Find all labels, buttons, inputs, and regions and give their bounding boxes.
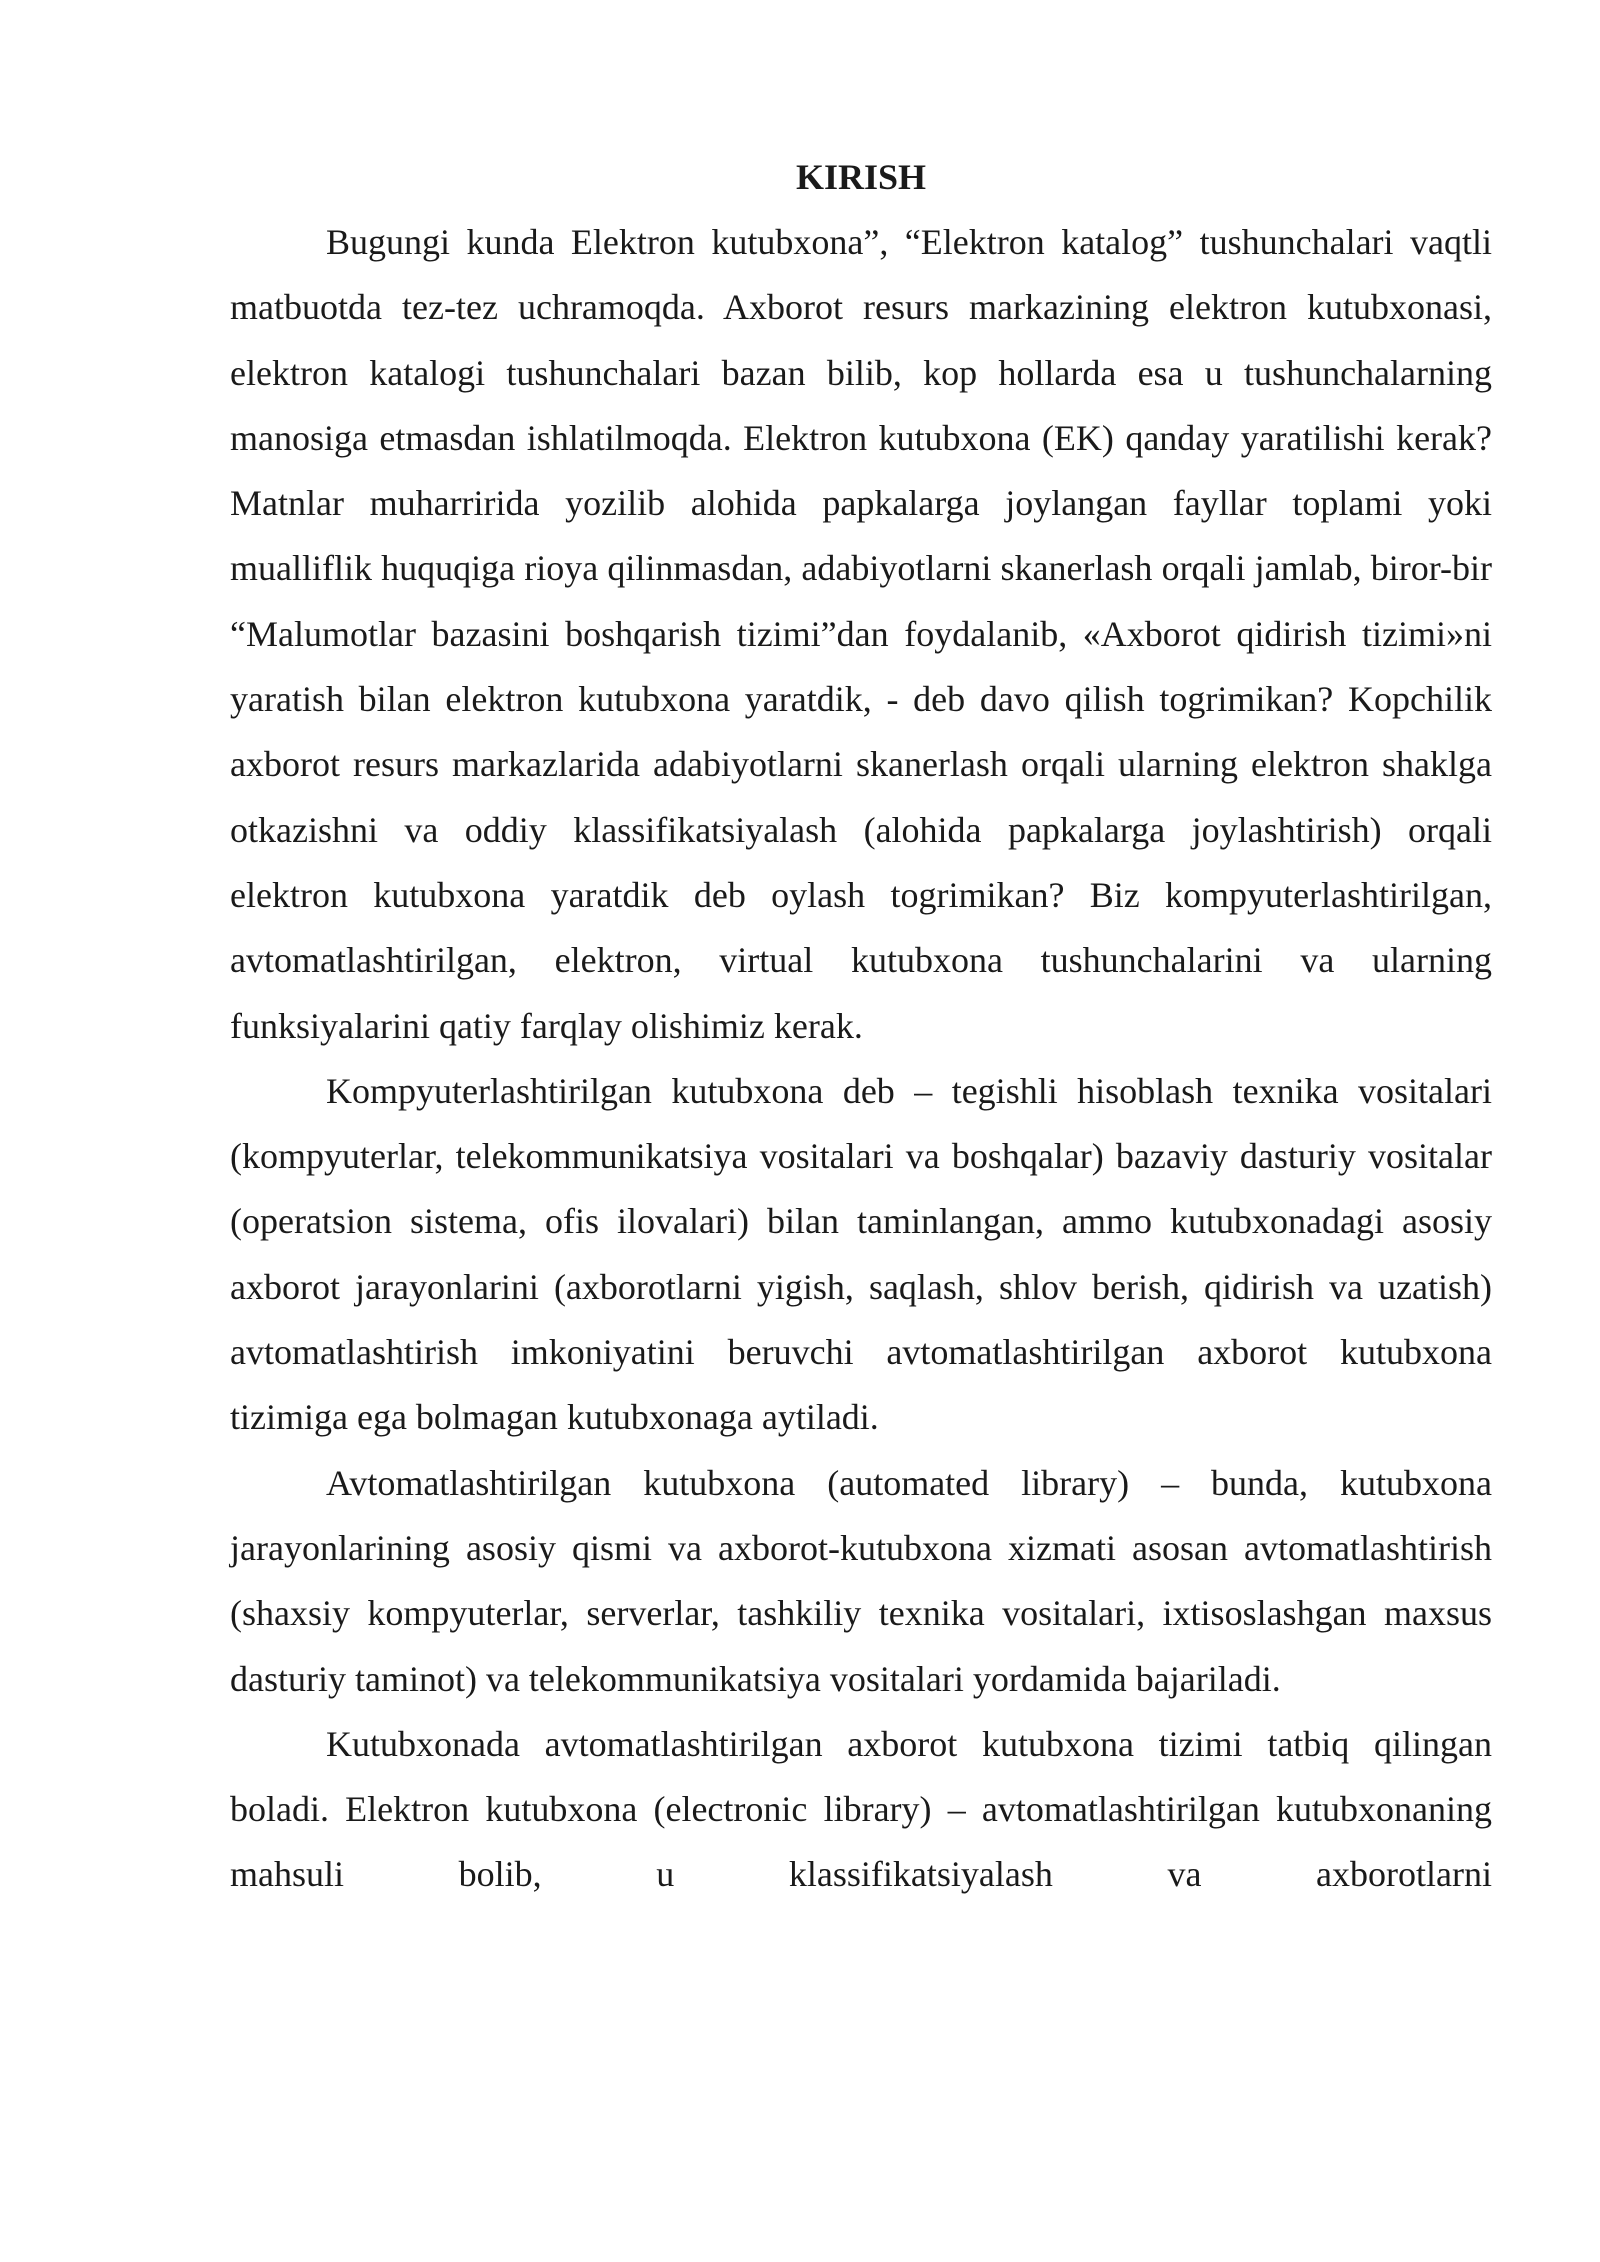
paragraph-electronic-library: Kutubxonada avtomatlashtirilgan axborot kutubxona tizimi tatbiq qilingan boladi. Elektron kutubxona (electronic library) – avtomatlashtirilgan kutubxonaning mahsuli bolib, u klassifikatsiyalash va axborotlarni [230,1723,1492,1895]
paragraph-automated-library: Avtomatlashtirilgan kutubxona (automated library) – bunda, kutubxona jarayonlarining asosiy qismi va axborot-kutubxona xizmati asosan avtomatlashtirish (shaxsiy kompyuterlar, serverlar, tashkiliy texnika vositalari, ixtisoslashgan maxsus dasturiy taminot) va telekommunikatsiya vositalari yordamida bajariladi. [230,1462,1492,1699]
document-body [230,150,1492,1908]
paragraph-intro: Bugungi kunda Elektron kutubxona”, “Elektron katalog” tushunchalari vaqtli matbuotda tez-tez uchramoqda. Axborot resurs markazining elektron kutubxonasi, elektron katalogi tushunchalari bazan bilib, kop hollarda esa u tushunchalarning manosiga etmasdan ishlatilmoqda. Elektron kutubxona (EK) qanday yaratilishi kerak? Matnlar muharririda yozilib alohida papkalarga joylangan fayllar toplami yoki mualliflik huquqiga rioya qilinmasdan, adabiyotlarni skanerlash orqali jamlab, biror-bir “Malumotlar bazasini boshqarish tizimi”dan foydalanib, «Axborot qidirish tizimi»ni yaratish bilan elektron kutubxona yaratdik, - deb davo qilish togrimikan? Kopchilik axborot resurs markazlarida adabiyotlarni skanerlash orqali ularning elektron shaklga otkazishni va oddiy klassifikatsiyalash (alohida papkalarga joylashtirish) orqali elektron kutubxona yaratdik deb oylash togrimikan? Biz kompyuterlashtirilgan, avtomatlashtirilgan, elektron, virtual kutubxona tushunchalarini va ularning funksiyalarini qatiy farqlay olishimiz kerak. [230,222,1492,1046]
document-title: KIRISH [795,157,927,197]
paragraph-computerized-library: Kompyuterlashtirilgan kutubxona deb – tegishli hisoblash texnika vositalari (kompyuterlar, telekommunikatsiya vositalari va boshqalar) bazaviy dasturiy vositalar (operatsion sistema, ofis ilovalari) bilan taminlangan, ammo kutubxonadagi asosiy axborot jarayonlarini (axborotlarni yigish, saqlash, shlov berish, qidirish va uzatish) avtomatlashtirish imkoniyatini beruvchi avtomatlashtirilgan axborot kutubxona tizimiga ega bolmagan kutubxonaga aytiladi. [230,1070,1492,1438]
